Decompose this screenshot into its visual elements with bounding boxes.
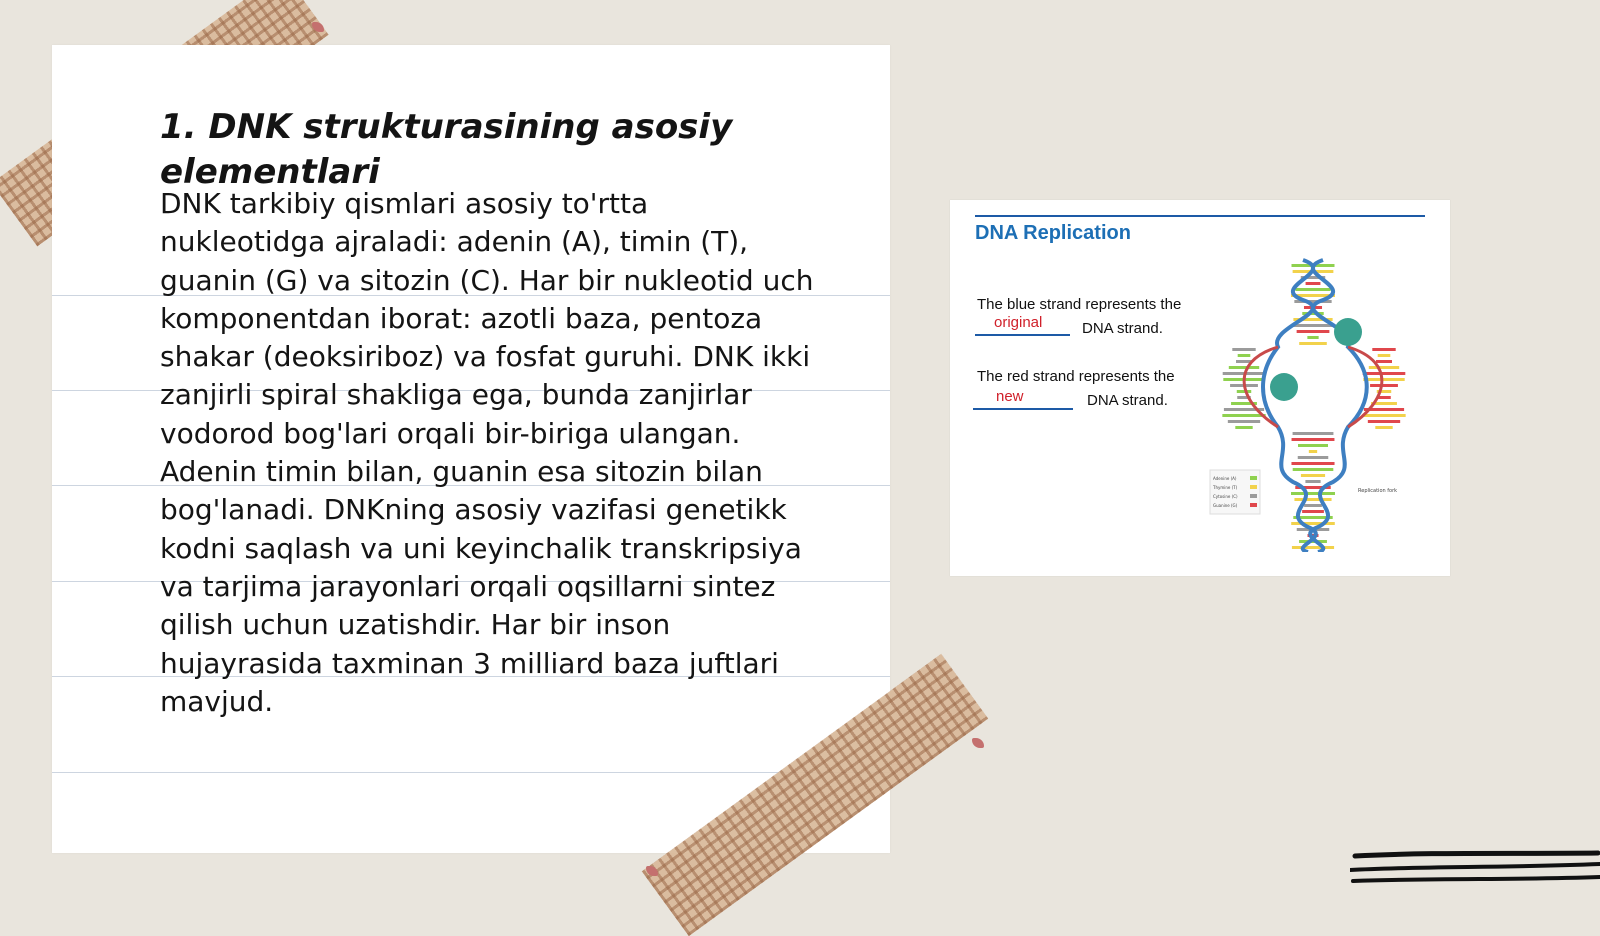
slide-body-text: DNK tarkibiy qismlari asosiy to'rtta nukleotidga ajraladi: adenin (A), timin (T), guanin (G) va sitozin (C). Har bir nukleotid uch komponentdan iborat: azotli baza, pentoza shakar (deoksiriboz) va fosfat guruhi. DNK ikki zanjirli spiral shakliga ega, bunda zanjirlar vodorod bog'lari orqali bir-biriga ulangan. Adenin timin bilan, guanin esa sitozin bilan bog'lanadi. DNKning asosiy vazifasi genetikk kodni saqlash va uni keyinchalik transkripsiya va tarjima jarayonlari orqali oqsillarni sintez qilish uchun uzatishdir. Har bir inson hujayrasida taxminan 3 milliard baza juftlari mavjud.	[160, 187, 814, 718]
base-pair-rung	[1229, 366, 1259, 369]
base-pair-rung	[1307, 336, 1318, 339]
base-pair-rung	[1291, 462, 1334, 465]
q1-suffix: DNA strand.	[1082, 320, 1163, 337]
svg-text:Thymine (T): Thymine (T)	[1213, 485, 1238, 490]
base-pair-rung	[1295, 288, 1330, 291]
base-pair-rung	[1228, 420, 1260, 423]
base-pair-rung	[1291, 522, 1335, 525]
base-pair-rung	[1305, 480, 1320, 483]
replication-fork-label: Replication fork	[1358, 488, 1398, 494]
base-pair-rung	[1363, 372, 1406, 375]
figure-top-rule	[975, 215, 1425, 217]
base-pair-rung	[1363, 378, 1404, 381]
polymerase-icon	[1270, 373, 1298, 401]
base-pair-rung	[1297, 330, 1330, 333]
base-pair-rung	[1306, 282, 1321, 285]
base-pair-rung	[1292, 546, 1334, 549]
base-pair-rung	[1238, 354, 1251, 357]
base-pair-rung	[1235, 426, 1252, 429]
tape-pin-bottom-right	[972, 738, 984, 748]
base-pair-rung	[1376, 360, 1392, 363]
base-pair-rung	[1291, 324, 1335, 327]
base-pair-rung	[1372, 348, 1395, 351]
svg-text:Guanine (G): Guanine (G)	[1213, 503, 1238, 508]
dna-replication-figure	[950, 200, 1450, 576]
base-pair-rung	[1309, 450, 1317, 453]
base-pair-rung	[1369, 366, 1399, 369]
base-pair-rung	[1368, 420, 1400, 423]
q2-answer: new	[996, 388, 1024, 405]
base-pair-rung	[1291, 492, 1335, 495]
base-pair-rung	[1378, 354, 1391, 357]
decorative-scribble	[1350, 850, 1600, 890]
base-pair-rung	[1292, 438, 1335, 441]
figure-title: DNA Replication	[975, 222, 1131, 244]
base-pair-rung	[1301, 474, 1325, 477]
base-pair-rung	[1222, 414, 1265, 417]
q2-answer-underline	[973, 408, 1073, 410]
base-pair-rung	[1298, 444, 1328, 447]
base-pair-rung	[1237, 390, 1251, 393]
helicase-icon	[1334, 318, 1362, 346]
base-pair-rung	[1299, 342, 1327, 345]
q2-prefix: The red strand represents the	[977, 368, 1175, 385]
base-pair-rung	[1232, 348, 1255, 351]
base-pair-rung	[1302, 510, 1324, 513]
base-pair-rung	[1304, 504, 1322, 507]
base-pair-rung	[1298, 456, 1329, 459]
base-pair-rung	[1293, 432, 1334, 435]
slide-title: 1. DNK strukturasining asosiy elementlari	[160, 107, 733, 192]
svg-text:Cytosine (C): Cytosine (C)	[1213, 494, 1238, 499]
dna-helix-illustration	[1208, 252, 1428, 552]
paper-rule	[52, 772, 890, 773]
q2-suffix: DNA strand.	[1087, 392, 1168, 409]
base-pair-rung	[1370, 384, 1398, 387]
q1-answer-underline	[975, 334, 1070, 336]
q1-answer: original	[994, 314, 1043, 331]
base-pair-rung	[1362, 414, 1405, 417]
svg-text:Adenine (A): Adenine (A)	[1213, 476, 1237, 481]
base-pair-rung	[1293, 468, 1334, 471]
base-pair-rung	[1375, 426, 1392, 429]
base-pair-rung	[1294, 498, 1331, 501]
q1-prefix: The blue strand represents the	[977, 296, 1182, 313]
